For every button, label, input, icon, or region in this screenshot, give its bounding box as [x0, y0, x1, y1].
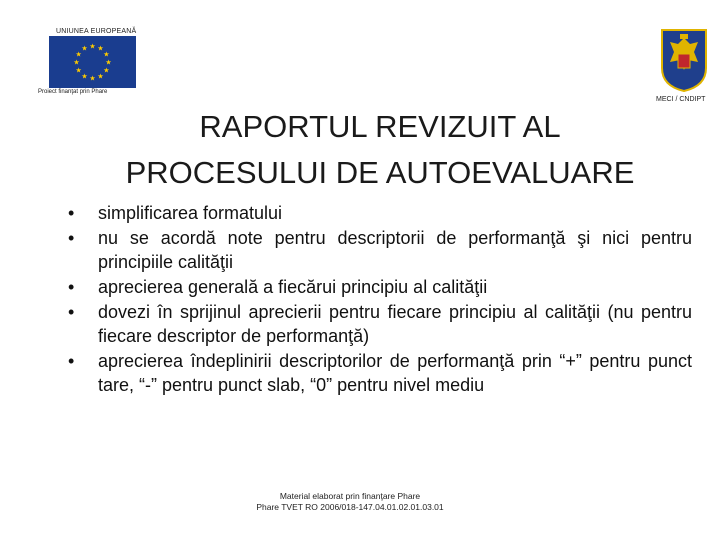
romania-coat-of-arms-icon [660, 28, 708, 92]
footer-line-1: Material elaborat prin finanţare Phare [279, 491, 421, 501]
bullet-item [68, 300, 692, 348]
svg-text:★: ★ [75, 66, 82, 75]
title-line-2: PROCESULUI DE AUTOEVALUARE [125, 155, 635, 190]
bullet-item [68, 226, 692, 274]
svg-text:★: ★ [105, 58, 112, 67]
bullet-dot-icon: • [68, 203, 75, 223]
bullet-text: dovezi în sprijinul aprecierii pentru fiecare principiu al calităţii (nu pentru fiecare descriptor de performanţă) [98, 302, 692, 346]
bullet-text: simplificarea formatului [98, 203, 283, 223]
bullet-dot-icon: • [68, 228, 75, 248]
page-title [60, 104, 700, 196]
ministry-caption: MECI / CNDIPT [656, 96, 706, 103]
svg-text:★: ★ [73, 58, 80, 67]
bullet-item [68, 349, 692, 397]
eu-caption: UNIUNEA EUROPEANĂ [56, 28, 137, 35]
bullet-text: aprecierea îndeplinirii descriptorilor de performanţă prin “+” pentru punct tare, “-” pentru punct slab, “0” pentru nivel mediu [98, 351, 692, 395]
bullet-text: nu se acordă note pentru descriptorii de performanţă şi nici pentru principiile calităţii [98, 228, 692, 272]
bullet-item [68, 201, 692, 225]
footer-line-2: Phare TVET RO 2006/018-147.04.01.02.01.03.01 [256, 502, 444, 512]
eu-subcaption: Proiect finanţat prin Phare [38, 89, 108, 95]
svg-text:★: ★ [81, 44, 88, 53]
svg-text:★: ★ [97, 44, 104, 53]
bullet-dot-icon: • [68, 351, 75, 371]
svg-text:★: ★ [81, 72, 88, 81]
bullet-dot-icon: • [68, 302, 75, 322]
svg-text:★: ★ [103, 66, 110, 75]
bullet-list [68, 201, 692, 398]
bullet-text: aprecierea generală a fiecărui principiu al calităţii [98, 277, 488, 297]
svg-text:★: ★ [75, 50, 82, 59]
title-line-1: RAPORTUL REVIZUIT AL [199, 109, 561, 144]
bullet-item [68, 275, 692, 299]
svg-text:★: ★ [89, 74, 96, 83]
eu-flag-icon [49, 36, 136, 88]
svg-text:★: ★ [89, 42, 96, 51]
svg-text:★: ★ [97, 72, 104, 81]
svg-text:★: ★ [103, 50, 110, 59]
footer [200, 491, 500, 513]
bullet-dot-icon: • [68, 277, 75, 297]
